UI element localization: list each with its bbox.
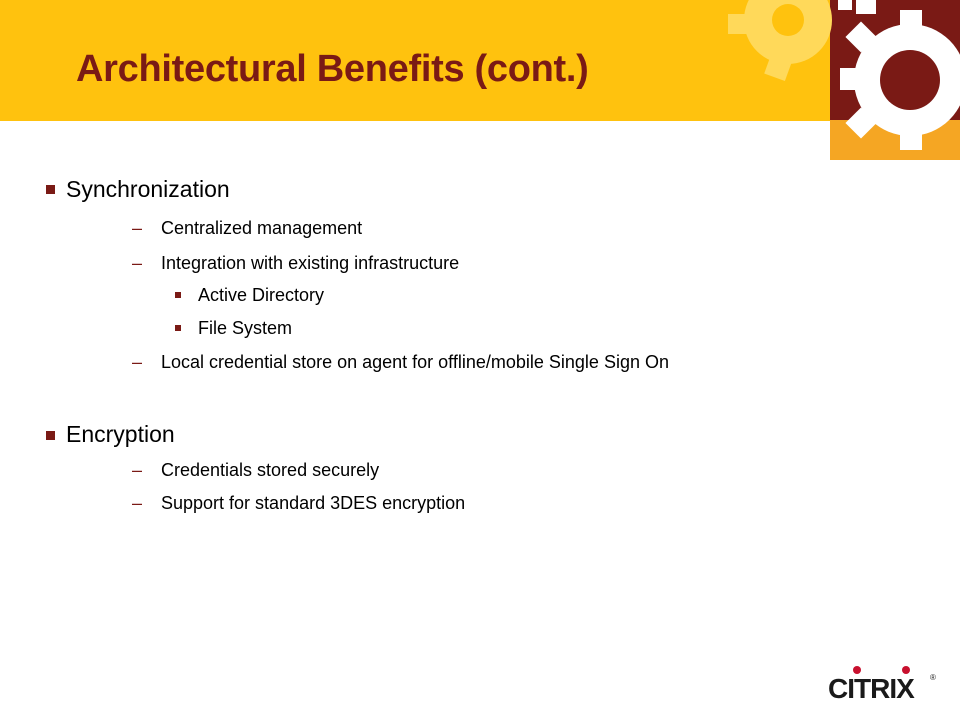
slide-title: Architectural Benefits (cont.) xyxy=(76,48,589,90)
dash-marker: – xyxy=(132,352,143,372)
list-item: Support for standard 3DES encryption xyxy=(161,493,466,513)
logo-graphic xyxy=(826,662,938,708)
section-heading: Synchronization xyxy=(66,176,230,202)
sub-list-item: Active Directory xyxy=(198,285,325,305)
list-item: Local credential store on agent for offline/mobile Single Sign On xyxy=(161,352,669,372)
dash-marker: – xyxy=(132,493,143,513)
citrix-logo xyxy=(826,662,938,713)
bullet-marker xyxy=(175,292,181,298)
list-item: Centralized management xyxy=(161,218,363,238)
section-heading: Encryption xyxy=(66,421,175,447)
sub-list-item: File System xyxy=(198,318,293,338)
logo-wordmark: CITRIX xyxy=(828,673,914,704)
bullet-marker xyxy=(46,431,55,440)
list-item: Credentials stored securely xyxy=(161,460,380,480)
dash-marker: – xyxy=(132,253,143,273)
dash-marker: – xyxy=(132,460,143,480)
bullet-marker xyxy=(175,325,181,331)
registered-mark: ® xyxy=(930,673,936,682)
bullet-marker xyxy=(46,185,55,194)
list-item: Integration with existing infrastructure xyxy=(161,253,460,273)
dash-marker: – xyxy=(132,218,143,238)
